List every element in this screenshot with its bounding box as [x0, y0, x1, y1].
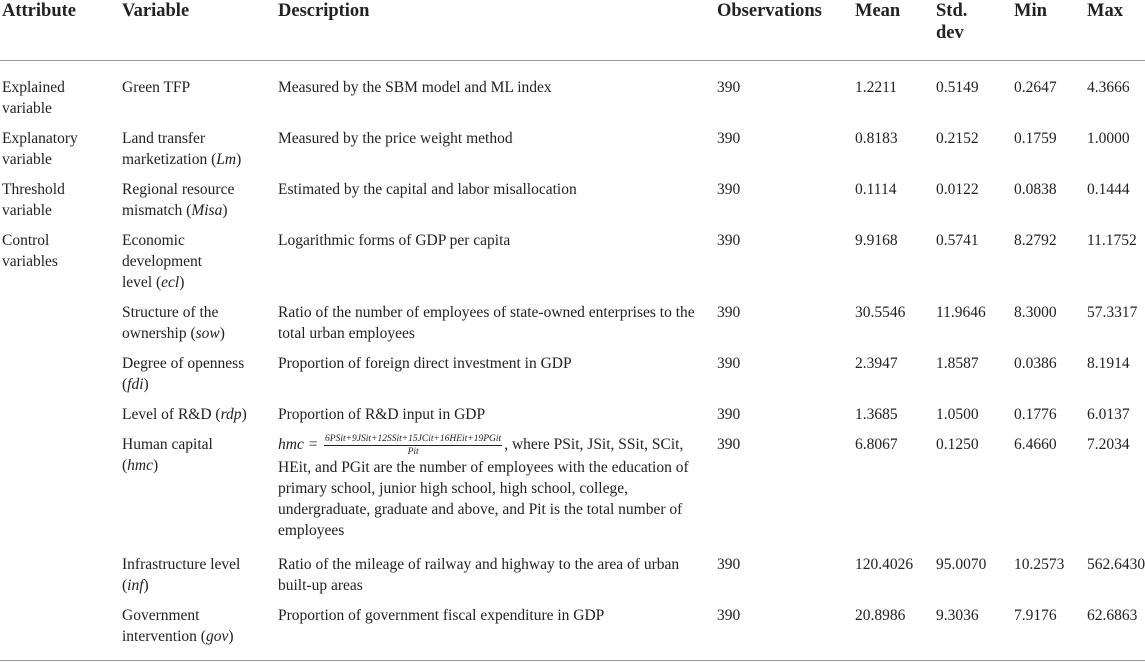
header-max: Max	[1087, 1, 1123, 21]
row-description: Logarithmic forms of GDP per capita	[278, 232, 511, 249]
row-description: Estimated by the capital and labor misallocation	[278, 181, 577, 198]
row-attribute: Explained variable	[2, 79, 65, 117]
header-variable: Variable	[122, 1, 190, 21]
row-variable: Infrastructure level (inf)	[122, 556, 241, 594]
row-mean: 0.8183	[855, 130, 898, 147]
row-std-dev: 1.8587	[936, 355, 979, 372]
row-description: Ratio of the number of employees of state-owned enterprises to the total urban employees	[278, 304, 695, 342]
bottom-rule	[0, 660, 1145, 661]
row-mean: 0.1114	[855, 181, 897, 198]
row-variable: Land transfer marketization (Lm)	[122, 130, 242, 168]
row-description: Measured by the price weight method	[278, 130, 513, 147]
row-attribute: Explanatory variable	[2, 130, 78, 168]
row-observations: 390	[717, 304, 741, 321]
row-std-dev: 0.5741	[936, 232, 979, 249]
row-max: 0.1444	[1087, 181, 1130, 198]
row-min: 0.2647	[1014, 79, 1057, 96]
formula-description: , where PSit, JSit, SSit, SCit, HEit, and PGit are the number of employees with the education of primary school, junior high school, high school, college, undergraduate, graduate and above, and Pit is the total number of employees	[278, 436, 689, 539]
row-attribute: Control variables	[2, 232, 58, 270]
row-min: 0.1776	[1014, 406, 1057, 423]
row-mean: 30.5546	[855, 304, 906, 321]
row-max: 11.1752	[1087, 232, 1137, 249]
row-mean: 1.2211	[855, 79, 898, 96]
row-min: 0.0838	[1014, 181, 1057, 198]
row-max: 6.0137	[1087, 406, 1130, 423]
row-min: 0.0386	[1014, 355, 1057, 372]
row-variable: Economic development level (ecl)	[122, 232, 203, 291]
row-mean: 6.8067	[855, 436, 898, 453]
row-max: 7.2034	[1087, 436, 1130, 453]
header-mean: Mean	[855, 1, 901, 21]
row-std-dev: 0.5149	[936, 79, 979, 96]
formula-denominator: Pit	[407, 447, 419, 457]
row-min: 8.3000	[1014, 304, 1057, 321]
row-attribute: Threshold variable	[2, 181, 65, 219]
formula-numerator: 6PSit+9JSit+12SSit+15JCit+16HEit+19PGit	[325, 434, 502, 444]
header-attribute: Attribute	[2, 1, 76, 21]
header-std-dev: Std. dev	[936, 1, 968, 43]
row-max: 562.6430	[1087, 556, 1145, 573]
row-max: 1.0000	[1087, 130, 1130, 147]
row-observations: 390	[717, 355, 741, 372]
row-description: Proportion of R&D input in GDP	[278, 406, 486, 423]
header-description: Description	[278, 1, 370, 21]
row-min: 7.9176	[1014, 607, 1057, 624]
row-description	[278, 434, 703, 541]
row-std-dev: 0.0122	[936, 181, 979, 198]
header-rule	[0, 60, 1145, 61]
header-observations: Observations	[717, 1, 822, 21]
row-observations: 390	[717, 607, 741, 624]
row-max: 8.1914	[1087, 355, 1130, 372]
row-variable: Green TFP	[122, 79, 191, 96]
row-mean: 120.4026	[855, 556, 914, 573]
row-variable: Human capital (hmc)	[122, 436, 213, 474]
row-observations: 390	[717, 556, 741, 573]
row-mean: 20.8986	[855, 607, 906, 624]
row-mean: 1.3685	[855, 406, 898, 423]
row-variable: Regional resource mismatch (Misa)	[122, 181, 235, 219]
row-min: 8.2792	[1014, 232, 1057, 249]
row-variable: Structure of the ownership (sow)	[122, 304, 225, 342]
row-variable: Level of R&D (rdp)	[122, 406, 247, 423]
row-description: Measured by the SBM model and ML index	[278, 79, 552, 96]
row-std-dev: 1.0500	[936, 406, 979, 423]
row-max: 62.6863	[1087, 607, 1138, 624]
row-observations: 390	[717, 232, 741, 249]
row-std-dev: 11.9646	[936, 304, 986, 321]
row-std-dev: 0.2152	[936, 130, 979, 147]
row-max: 57.3317	[1087, 304, 1138, 321]
row-std-dev: 95.0070	[936, 556, 987, 573]
row-observations: 390	[717, 79, 741, 96]
row-description: Ratio of the mileage of railway and highway to the area of urban built-up areas	[278, 556, 680, 594]
row-mean: 2.3947	[855, 355, 898, 372]
row-description: Proportion of government fiscal expenditure in GDP	[278, 607, 605, 624]
row-observations: 390	[717, 436, 741, 453]
row-min: 10.2573	[1014, 556, 1065, 573]
formula-lhs: hmc =	[278, 436, 319, 454]
row-std-dev: 0.1250	[936, 436, 979, 453]
row-std-dev: 9.3036	[936, 607, 979, 624]
row-max: 4.3666	[1087, 79, 1130, 96]
row-mean: 9.9168	[855, 232, 898, 249]
header-min: Min	[1014, 1, 1047, 21]
row-description: Proportion of foreign direct investment in GDP	[278, 355, 572, 372]
row-min: 6.4660	[1014, 436, 1057, 453]
formula-fraction	[324, 434, 502, 457]
row-variable: Government intervention (gov)	[122, 607, 234, 645]
row-observations: 390	[717, 181, 741, 198]
row-observations: 390	[717, 130, 741, 147]
row-min: 0.1759	[1014, 130, 1057, 147]
row-variable: Degree of openness (fdi)	[122, 355, 245, 393]
row-observations: 390	[717, 406, 741, 423]
